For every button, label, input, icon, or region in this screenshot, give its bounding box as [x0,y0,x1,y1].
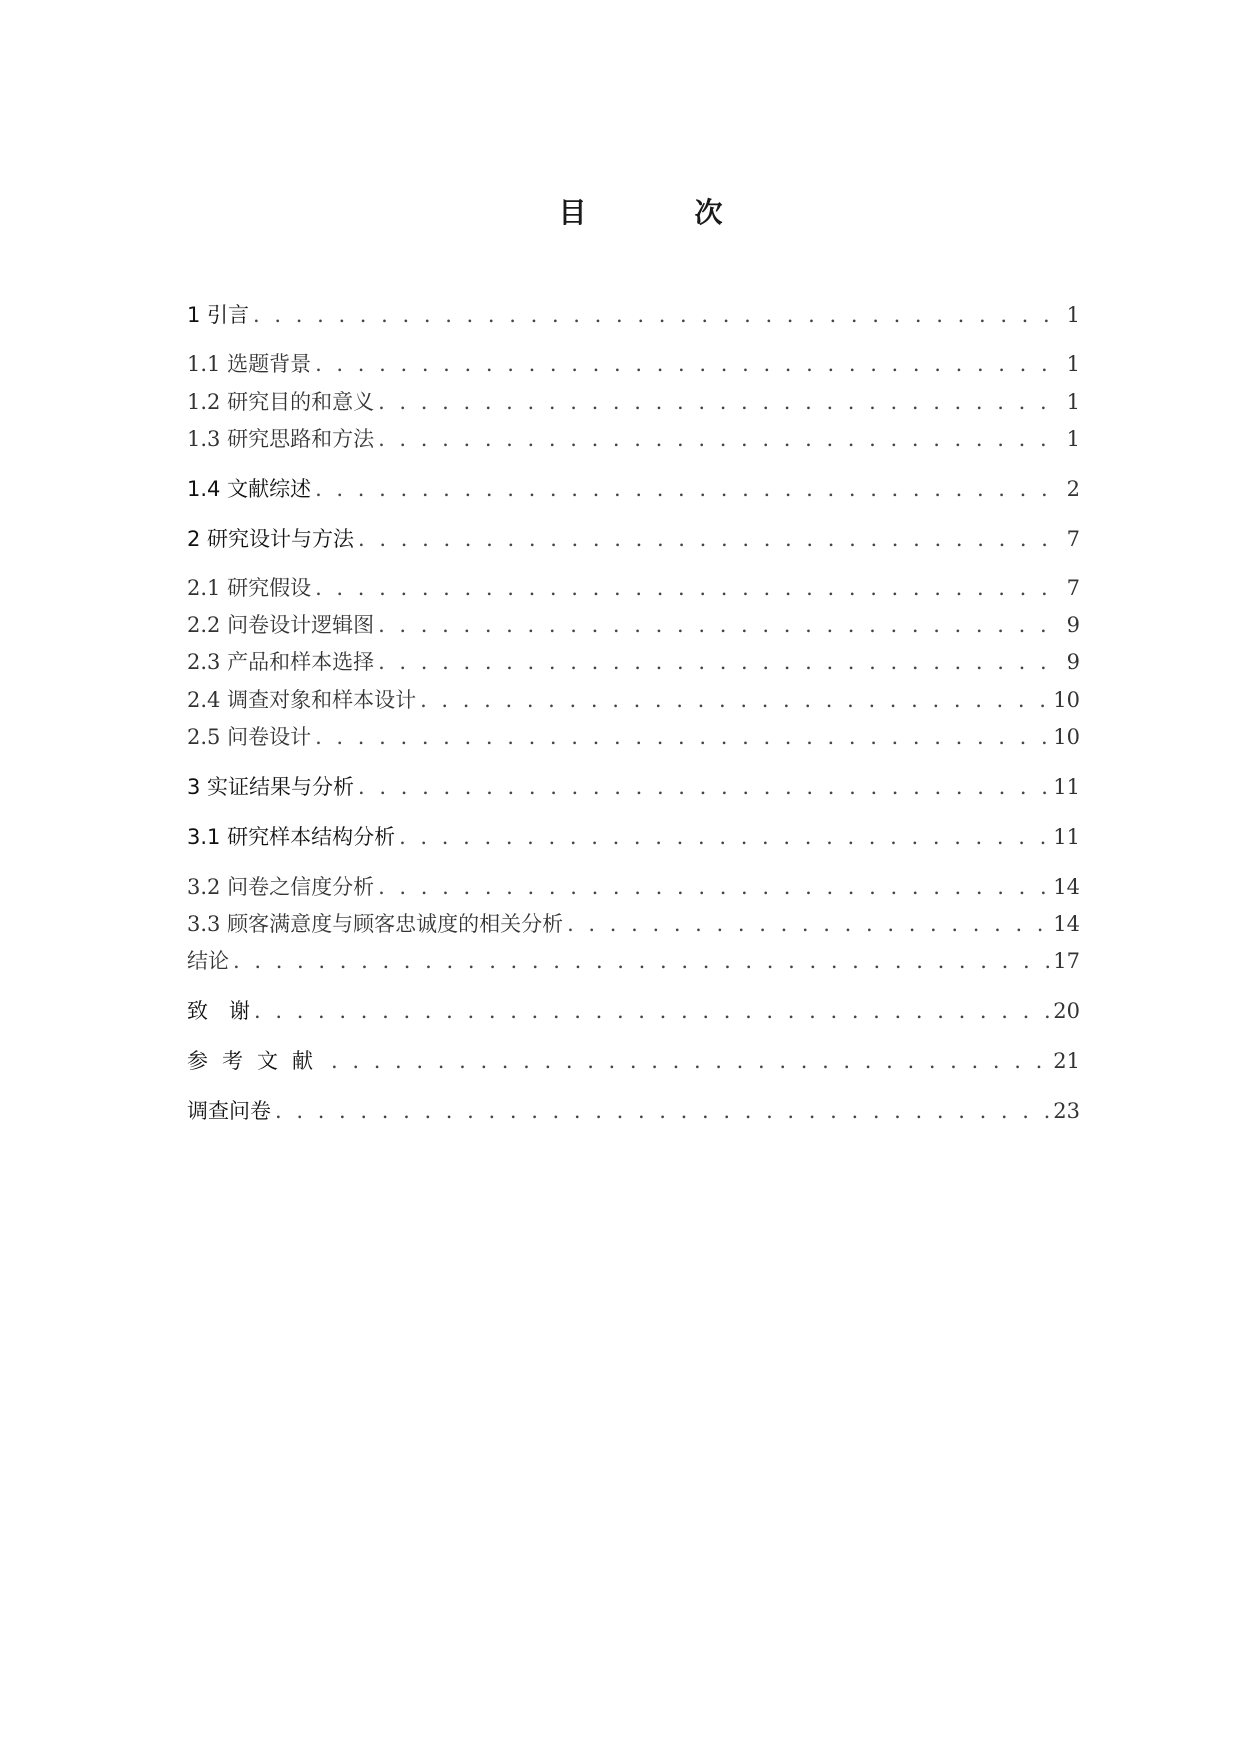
toc-dot-leader [378,609,1063,641]
toc-entry-references[interactable] [187,1045,1080,1077]
toc-page-number: 7 [1066,527,1080,551]
toc-dot-leader [378,871,1049,903]
toc-entry-3-3[interactable] [187,908,1080,940]
toc-entry-1-2[interactable] [187,386,1080,418]
toc-dot-leader [315,721,1049,753]
toc-dot-leader [358,771,1049,803]
toc-page-number: 23 [1053,1099,1080,1123]
toc-entry-label: 2.2 问卷设计逻辑图 [187,613,375,637]
toc-entry-label: 2 研究设计与方法 [187,527,355,551]
toc-entry-acknowledgements[interactable] [187,995,1080,1027]
toc-entry-label: 2.3 产品和样本选择 [187,650,375,674]
toc-entry-label: 2.5 问卷设计 [187,725,312,749]
toc-entry-2-2[interactable] [187,609,1080,641]
toc-dot-leader [567,908,1049,940]
toc-entry-label: 3.3 顾客满意度与顾客忠诚度的相关分析 [187,912,564,936]
toc-entry-label: 2.4 调查对象和样本设计 [187,688,417,712]
toc-entry-label: 调查问卷 [187,1099,271,1123]
toc-entry-2-1[interactable] [187,572,1080,604]
toc-page-number: 9 [1066,650,1080,674]
toc-dot-leader [315,572,1063,604]
toc-entry-label: 1.1 选题背景 [187,352,312,376]
toc-entry-questionnaire[interactable] [187,1095,1080,1127]
toc-page-number: 1 [1066,390,1080,414]
toc-entry-label: 参考文献 [187,1049,327,1073]
toc-page-number: 11 [1053,825,1080,849]
toc-page-number: 2 [1066,477,1080,501]
toc-entry-label: 2.1 研究假设 [187,576,312,600]
toc-entry-1-4[interactable] [187,473,1080,505]
toc-page-number: 21 [1053,1049,1080,1073]
toc-page-number: 9 [1066,613,1080,637]
toc-entry-2-3[interactable] [187,646,1080,678]
toc-entry-1-1[interactable] [187,348,1080,380]
toc-entry-1[interactable] [187,299,1080,331]
toc-dot-leader [420,684,1049,716]
toc-page-number: 1 [1066,352,1080,376]
toc-dot-leader [378,386,1063,418]
toc-dot-leader [254,995,1049,1027]
toc-entry-label: 3.2 问卷之信度分析 [187,875,375,899]
toc-entry-label: 1.4 文献综述 [187,477,312,501]
toc-page-number: 10 [1053,688,1080,712]
page-title: 目 次 [558,196,763,229]
toc-entry-label: 致 谢 [187,999,250,1023]
toc-page-number: 1 [1066,303,1080,327]
toc-page-number: 14 [1053,912,1080,936]
toc-entry-label: 1.2 研究目的和意义 [187,390,375,414]
toc-page-number: 11 [1053,775,1080,799]
toc-dot-leader [275,1095,1049,1127]
toc-page-number: 17 [1053,949,1080,973]
toc-entry-3-2[interactable] [187,871,1080,903]
toc-page-number: 10 [1053,725,1080,749]
toc-page-number: 20 [1053,999,1080,1023]
toc-entry-3-1[interactable] [187,821,1080,853]
toc-dot-leader [315,348,1063,380]
toc-dot-leader [331,1045,1049,1077]
toc-entry-label: 1 引言 [187,303,250,327]
toc-entry-label: 3.1 研究样本结构分析 [187,825,396,849]
toc-dot-leader [315,473,1063,505]
toc-dot-leader [399,821,1049,853]
toc-entry-1-3[interactable] [187,423,1080,455]
toc-entry-2[interactable] [187,523,1080,555]
toc-entry-conclusion[interactable] [187,945,1080,977]
toc-page-number: 1 [1066,427,1080,451]
toc-page-number: 14 [1053,875,1080,899]
toc-dot-leader [358,523,1063,555]
toc-dot-leader [378,423,1063,455]
toc-dot-leader [378,646,1063,678]
toc-entry-label: 1.3 研究思路和方法 [187,427,375,451]
toc-dot-leader [233,945,1049,977]
toc-entry-label: 3 实证结果与分析 [187,775,355,799]
toc-entry-label: 结论 [187,949,229,973]
toc-dot-leader [253,299,1063,331]
toc-entry-3[interactable] [187,771,1080,803]
toc-entry-2-5[interactable] [187,721,1080,753]
toc-entry-2-4[interactable] [187,684,1080,716]
toc-page-number: 7 [1066,576,1080,600]
